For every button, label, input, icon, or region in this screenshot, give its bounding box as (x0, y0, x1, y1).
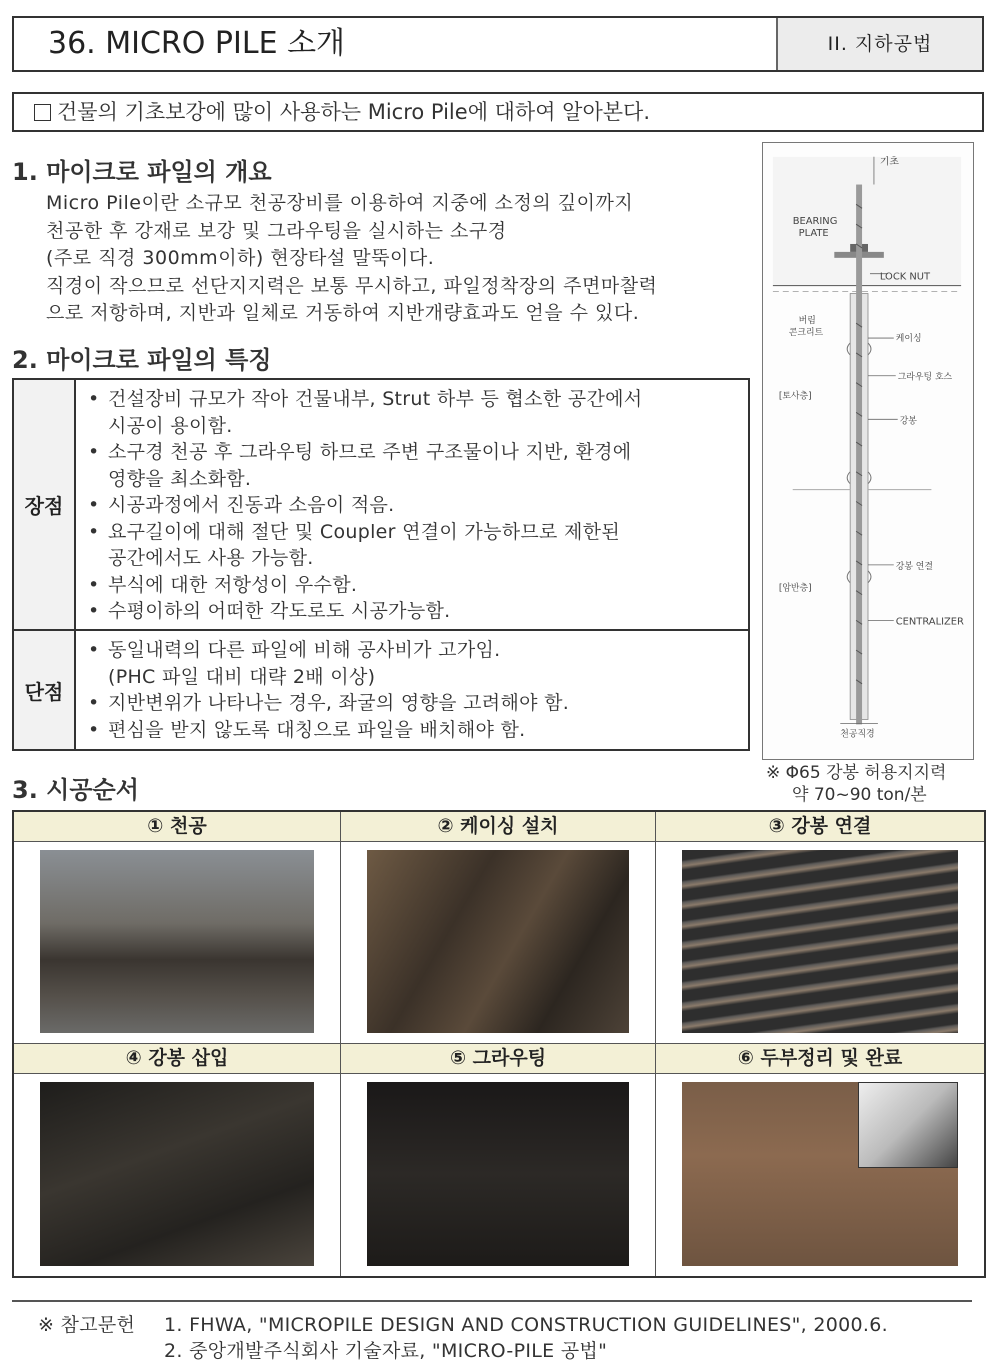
bar-insertion-photo (40, 1082, 314, 1266)
step-photo-cell (341, 1074, 656, 1276)
step-caption: ⑤ 그라우팅 (341, 1044, 656, 1074)
list-item: • 소구경 천공 후 그라우팅 하므로 주변 구조물이나 지반, 환경에 (88, 439, 642, 466)
cons-label: 단점 (14, 631, 76, 749)
diagram-label: 강봉 연결 (895, 561, 933, 572)
list-item: 영향을 최소화함. (108, 467, 252, 490)
step-caption: ③ 강봉 연결 (656, 812, 984, 842)
footer-divider (12, 1300, 972, 1302)
intro-text: 건물의 기초보강에 많이 사용하는 Micro Pile에 대하여 알아본다. (57, 100, 651, 124)
features-heading: 2. 마이크로 파일의 특징 (12, 346, 272, 374)
list-item: • 부식에 대한 저항성이 우수함. (88, 572, 642, 599)
completion-photo (682, 1082, 958, 1266)
diagram-label: 버림 (798, 316, 816, 327)
page-header (12, 16, 984, 72)
list-item: (PHC 파일 대비 대략 2배 이상) (108, 665, 376, 688)
list-item: 공간에서도 사용 가능함. (108, 547, 314, 569)
step-caption: ② 케이싱 설치 (341, 812, 656, 842)
inset-photo (858, 1082, 958, 1168)
overview-line: 천공한 후 강재로 보강 및 그라우팅을 실시하는 소구경 (46, 219, 507, 242)
diagram-label: PLATE (798, 228, 829, 240)
list-item: • 지반변위가 나타나는 경우, 좌굴의 영향을 고려해야 함. (88, 690, 569, 717)
bar-connection-photo (682, 850, 958, 1033)
list-item: • 요구길이에 대해 절단 및 Coupler 연결이 가능하므로 제한된 (88, 519, 642, 546)
diagram-label: 그라우팅 호스 (897, 372, 953, 383)
list-item: • 건설장비 규모가 작아 건물내부, Strut 하부 등 협소한 공간에서 (88, 386, 642, 413)
step-photo-cell (656, 1074, 984, 1276)
page-title: 36. MICRO PILE 소개 (48, 26, 346, 61)
list-item: • 동일내력의 다른 파일에 비해 공사비가 고가임. (88, 637, 569, 664)
diagram-label: 천공직경 (840, 729, 875, 740)
features-table (12, 378, 750, 751)
micropile-diagram (762, 142, 974, 760)
diagram-note (766, 762, 976, 806)
references (38, 1312, 888, 1364)
reference-item: 2. 중앙개발주식회사 기술자료, "MICRO-PILE 공법" (164, 1340, 608, 1362)
step-caption: ⑥ 두부정리 및 완료 (656, 1044, 984, 1074)
list-item: • 편심을 받지 않도록 대칭으로 파일을 배치해야 함. (88, 717, 569, 744)
step-photo-cell (14, 842, 341, 1044)
checkbox-icon (34, 104, 51, 121)
diagram-label: LOCK NUT (879, 271, 931, 283)
step-photo-cell (14, 1074, 341, 1276)
diagram-label: [암반층] (778, 583, 812, 594)
list-item: • 시공과정에서 진동과 소음이 적음. (88, 492, 642, 519)
diagram-label: 강봉 (899, 416, 917, 427)
procedure-heading: 3. 시공순서 (12, 776, 139, 804)
casing-photo (367, 850, 629, 1033)
references-label: ※ 참고문헌 (38, 1314, 136, 1336)
diagram-note-line: ※ Φ65 강봉 허용지지력 (766, 763, 947, 783)
step-photo-cell (656, 842, 984, 1044)
procedure-grid (12, 810, 986, 1278)
cons-list (76, 631, 569, 749)
overview-line: 으로 저항하며, 지반과 일체로 거동하여 지반개량효과도 얻을 수 있다. (46, 302, 640, 324)
section-label: II. 지하공법 (776, 18, 982, 70)
list-item: 시공이 용이함. (108, 414, 233, 437)
pros-row (14, 380, 748, 631)
pros-label: 장점 (14, 380, 76, 629)
cons-row (14, 631, 748, 749)
reference-item: 1. FHWA, "MICROPILE DESIGN AND CONSTRUCTION GUIDELINES", 2000.6. (164, 1314, 888, 1336)
overview-line: 직경이 작으므로 선단지지력은 보통 무시하고, 파일정착장의 주면마찰력 (46, 274, 658, 297)
step-photo-cell (341, 842, 656, 1044)
overview-paragraph (46, 190, 751, 328)
overview-line: Micro Pile이란 소규모 천공장비를 이용하여 지중에 소정의 깊이까지 (46, 192, 634, 214)
overview-line: (주로 직경 300mm이하) 현장타설 말뚝이다. (46, 247, 435, 269)
diagram-label: 케이싱 (895, 334, 922, 345)
drilling-photo (40, 850, 314, 1033)
diagram-label: BEARING (792, 216, 838, 228)
diagram-label: 콘크리트 (788, 328, 824, 339)
step-caption: ④ 강봉 삽입 (14, 1044, 341, 1074)
grouting-photo (367, 1082, 629, 1266)
diagram-note-line: 약 70~90 ton/본 (792, 785, 927, 805)
diagram-label: [토사층] (778, 391, 812, 402)
diagram-label: 기초 (879, 156, 899, 168)
overview-heading: 1. 마이크로 파일의 개요 (12, 158, 272, 186)
list-item: • 수평이하의 어떠한 각도로도 시공가능함. (88, 598, 642, 625)
pros-list (76, 380, 642, 629)
intro-box (12, 92, 984, 132)
step-caption: ① 천공 (14, 812, 341, 842)
diagram-label: CENTRALIZER (895, 616, 964, 628)
